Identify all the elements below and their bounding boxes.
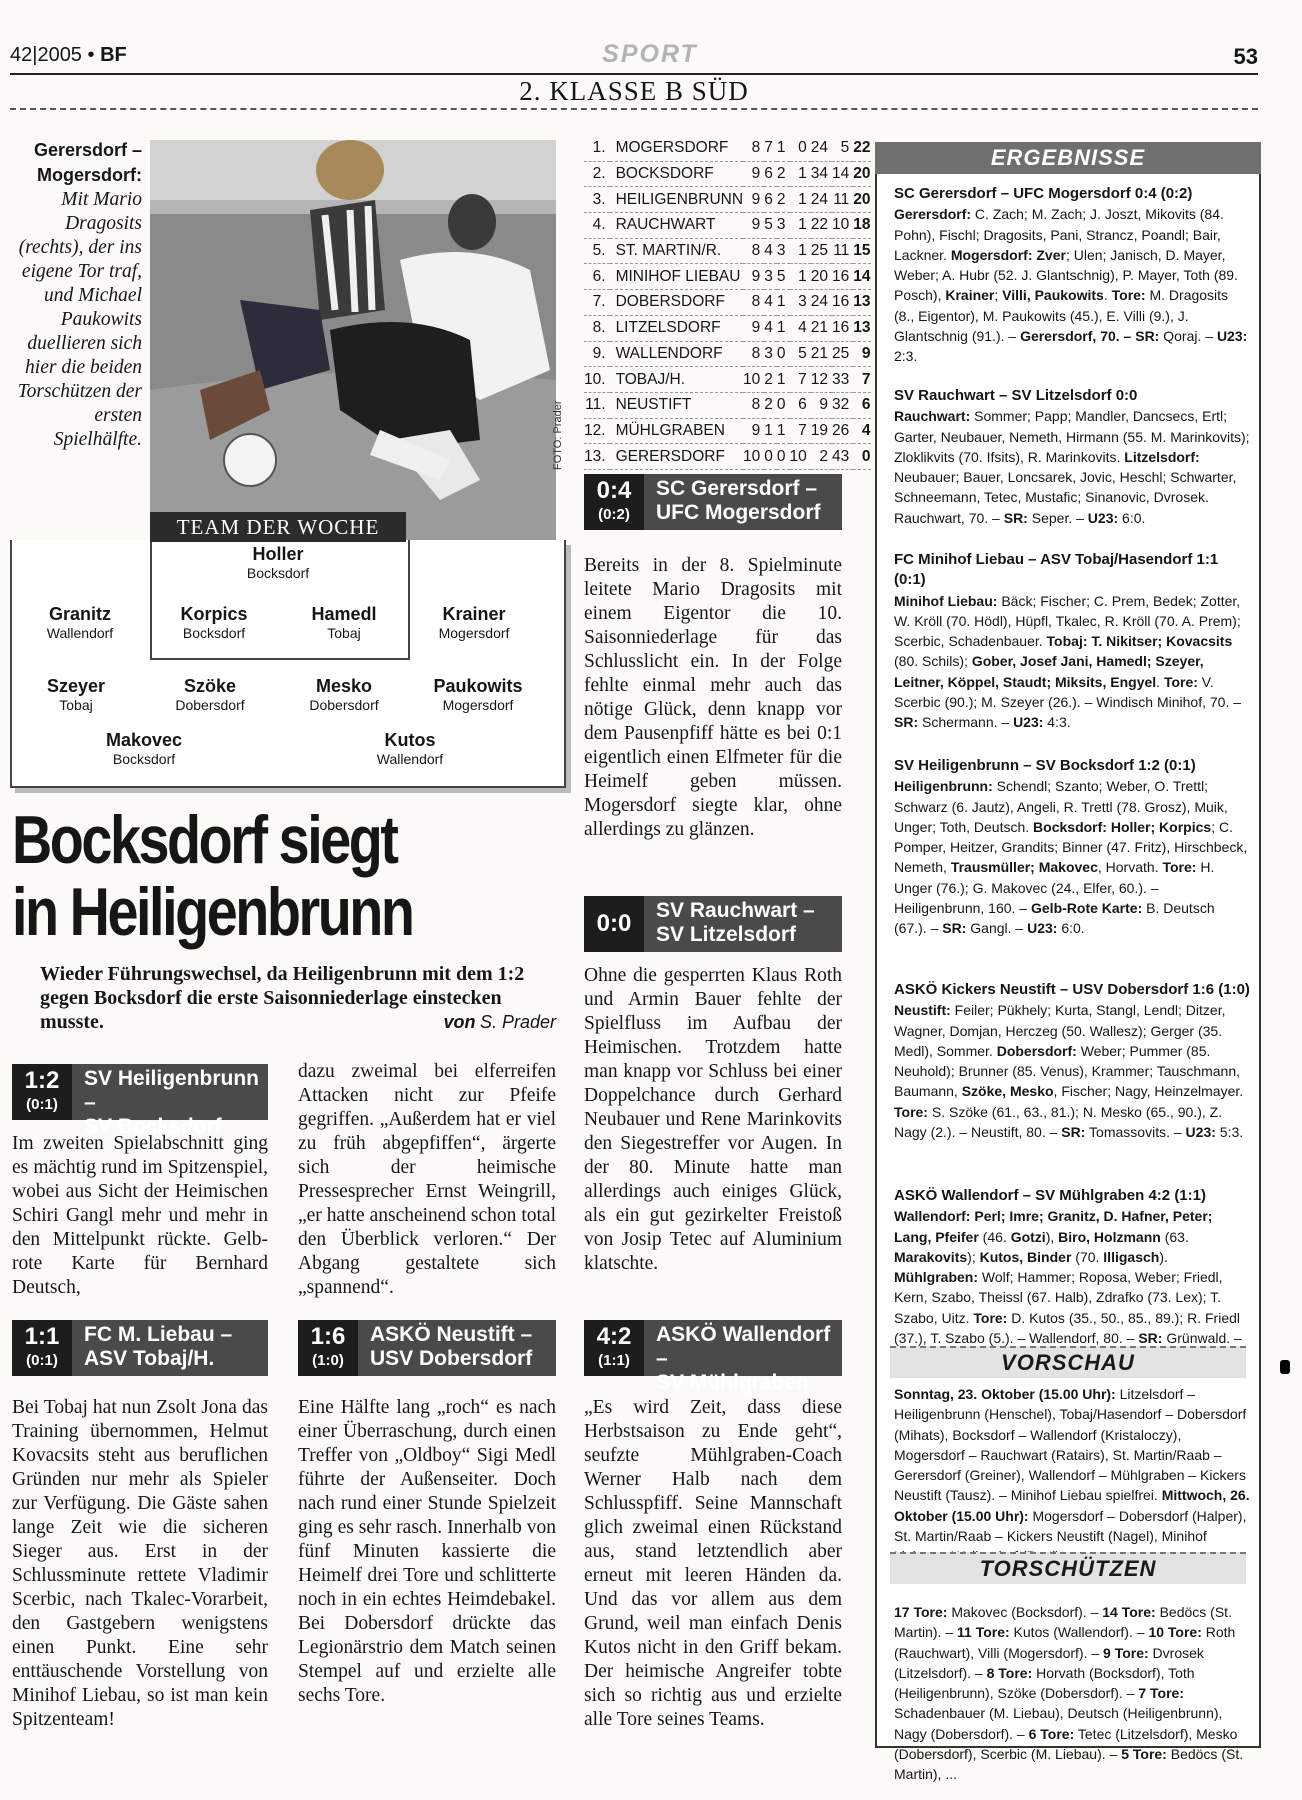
table-cell-goals-against: 5 [832, 136, 853, 161]
table-cell-won: 6 [764, 187, 777, 213]
table-cell-goals-against: 32 [832, 392, 853, 418]
player-card [340, 730, 480, 767]
match-report: Bei Tobaj hat nun Zsolt Jona das Training übernommen, Helmut Kovacsits steht aus beruflichen Gründen nur mehr als Spieler zur Verfügung. Die Gäste sahen lange Zeit wie die sicheren Sieger aus. Erst in der Schlussminute rettete Vladimir Scerbic, nach Tkalec-Vorarbeit, den Gastgebern wenigstens einen Punkt. Eine sehr enttäuschende Vorstellung von Minihof Liebau, so ist man kein Spitzenteam! [12, 1397, 268, 1730]
player-name: Granitz [48, 604, 111, 624]
player-club: Mogersdorf [442, 697, 514, 713]
headline-line-1: Bocksdorf siegt [12, 802, 397, 878]
match-report-continued: dazu zweimal bei elferreifen Attacken nicht zur Pfeife gegriffen. „Außerdem hat er viel zu früh abgepfiffen“, ärgerte sich der heimische Pressesprecher Ernst Weingrill, „er hatte anscheinend schon total den Überblick verloren.“ Der Abgang gestaltete sich „spannend“. [298, 1061, 556, 1298]
table-cell-goals-for: 21 [811, 341, 832, 367]
table-cell-rank: 6. [584, 264, 610, 290]
team-away: SV Litzelsdorf [656, 923, 797, 946]
table-cell-goals-against: 25 [832, 341, 853, 367]
table-cell-goals-for: 25 [811, 238, 832, 264]
table-cell-lost: 1 [790, 161, 811, 187]
match-report: Im zweiten Spielabschnitt ging es mächtig rund im Spitzenspiel, wobei aus Sicht der Heimischen Schiri Gangl mehr und mehr in den Mittelpunkt rückte. Gelb-rote Karte für Bernhard Deutsch, [12, 1133, 268, 1298]
result-lineups: Wallendorf: Perl; Imre; Granitz, D. Hafner, Peter; Lang, Pfeifer (46. Gotzi), Biro, Holzmann (63. Marakovits); Kutos, Binder (70. Illigasch). Mühlgraben: Wolf; Hammer; Roposa, Weber; Friedl, Kern, Szabo, Theissl (67. Halb), Zdrafko (73. Lex); T. Szabo, Uitz. Tore: D. Kutos (35., 50., 85., 89.); R. Friedl (37.), T. Szabo (5.). – Wallendorf, 80. – SR: Grünwald. – [894, 1208, 1242, 1347]
table-cell-lost: 7 [790, 367, 811, 393]
table-cell-lost: 6 [790, 392, 811, 418]
player-card [144, 604, 284, 641]
player-name: Hamedl [311, 604, 377, 624]
table-cell-played: 8 [743, 341, 764, 367]
table-cell-won: 2 [764, 392, 777, 418]
scorers-text: 17 Tore: Makovec (Bocksdorf). – 14 Tore: Bedöcs (St. Martin). – 11 Tore: Kutos (Wallendorf). – 10 Tore: Roth (Rauchwart), Villi (Mogersdorf). – 9 Tore: Dvrosek (Litzelsdorf). – 8 Tore: Horvath (Bocksdorf), Toth (Heiligenbrunn), Szöke (Dobersdorf). – 7 Tore: Schadenbauer (M. Liebau), Deutsch (Heiligenbrunn), Nagy (Dobersdorf). – 6 Tore: Tetec (Litzelsdorf), Mesko (Dobersdorf), Scerbic (M. Liebau). – 5 Tore: Bedöcs (St. Martin), ... [894, 1604, 1244, 1783]
photo-caption [14, 138, 142, 452]
table-cell-played: 8 [743, 136, 764, 161]
table-cell-goals-for: 2 [811, 444, 832, 470]
table-cell-goals-for: 21 [811, 315, 832, 341]
headline-line-2: in Heiligenbrunn [12, 874, 413, 950]
match-report: Ohne die gesperrten Klaus Roth und Armin Bauer fehlte der Spielfluss im Aufbau der Heimischen. Trotzdem hatte man knapp vor Schluss bei einer Doppelchance durch Gerhard Neubauer und Rene Marinkovits den Siegestreffer vor Augen. In der 80. Minute hatte man allerdings auch einiges Glück, als ein gut gezirkelter Freistoß von Josip Tetec auf Aluminium klatschte. [584, 965, 842, 1274]
player-name: Szeyer [46, 676, 106, 696]
player-club: Dobersdorf [175, 697, 245, 713]
table-cell-won: 1 [764, 418, 777, 444]
table-cell-goals-against: 33 [832, 367, 853, 393]
player-club: Tobaj [59, 697, 93, 713]
score-box [12, 1320, 268, 1376]
table-cell-points: 20 [853, 187, 870, 213]
result-title: SV Heiligenbrunn – SV Bocksdorf 1:2 (0:1) [894, 757, 1196, 774]
table-cell-drawn: 3 [777, 213, 790, 239]
photo-credit: FOTO: Prader [552, 400, 564, 470]
team-home: ASKÖ Neustift – [370, 1323, 533, 1346]
result-block [894, 980, 1250, 1142]
byline-author: S. Prader [479, 1012, 556, 1032]
table-cell-goals-for: 22 [811, 213, 832, 239]
table-cell-rank: 9. [584, 341, 610, 367]
table-cell-lost: 3 [790, 290, 811, 316]
team-home: SV Rauchwart – [656, 899, 815, 922]
table-cell-team: LITZELSDORF [610, 315, 743, 341]
result-lineups: Minihof Liebau: Bäck; Fischer; C. Prem, Bedek; Zotter, W. Kröll (70. Hödl), Hüpfl, Tkalec, R. Kröll (70. A. Prem); Scerbic, Schadenbauer. Tobaj: T. Nikitser; Kovacsits (80. Schils); Gober, Josef Jani, Hamedl; Szeyer, Leitner, Köppel, Staudt; Miksits, Engyel. Tore: V. Scerbic (90.); M. Szeyer (26.). – Windisch Minihof, 70. – SR: Schermann. – U23: 4:3. [894, 592, 1242, 731]
table-row [584, 341, 871, 367]
result-title: ASKÖ Wallendorf – SV Mühlgraben 4:2 (1:1) [894, 1187, 1206, 1204]
table-cell-won: 3 [764, 341, 777, 367]
table-cell-team: HEILIGENBRUNN [610, 187, 743, 213]
table-cell-played: 8 [743, 238, 764, 264]
section-label: SPORT [602, 40, 698, 68]
table-row [584, 238, 871, 264]
table-cell-drawn: 1 [777, 367, 790, 393]
table-cell-drawn: 1 [777, 315, 790, 341]
table-cell-points: 18 [853, 213, 870, 239]
caption-text: Mit Mario Dragosits (rechts), der ins eigene Tor traf, und Michael Paukowits duellieren sich hier die beiden Torschützen der ersten Spielhälfte. [17, 189, 142, 450]
table-cell-team: RAUCHWART [610, 213, 743, 239]
table-cell-won: 2 [764, 367, 777, 393]
table-cell-goals-for: 9 [811, 392, 832, 418]
halftime-score: (1:0) [312, 1352, 344, 1369]
table-cell-won: 4 [764, 238, 777, 264]
table-cell-rank: 10. [584, 367, 610, 393]
table-cell-points: 6 [853, 392, 870, 418]
result-block [894, 550, 1250, 733]
table-cell-goals-for: 19 [811, 418, 832, 444]
match-photo [150, 140, 556, 540]
table-cell-rank: 1. [584, 136, 610, 161]
table-cell-drawn: 2 [777, 187, 790, 213]
result-title: SV Rauchwart – SV Litzelsdorf 0:0 [894, 387, 1138, 404]
table-cell-points: 7 [853, 367, 870, 393]
table-cell-points: 0 [853, 444, 870, 470]
halftime-score: (0:1) [26, 1352, 58, 1369]
table-cell-team: NEUSTIFT [610, 392, 743, 418]
table-cell-lost: 7 [790, 418, 811, 444]
caption-title: Gerersdorf – Mogersdorf: [33, 140, 142, 185]
table-cell-rank: 13. [584, 444, 610, 470]
table-cell-goals-for: 12 [811, 367, 832, 393]
team-away: UFC Mogersdorf [656, 501, 821, 524]
result-block [894, 184, 1250, 367]
player-card [274, 604, 414, 641]
table-row [584, 315, 871, 341]
result-lineups: Rauchwart: Sommer; Papp; Mandler, Dancsecs, Ertl; Garter, Neubauer, Nemeth, Hirmann (55. M. Marinkovits); Zloklikvits (70. Ifsits), R. Marinkovits. Litzelsdorf: Neubauer; Bauer, Loncsarek, Jovic, Heschl; Schwarter, Schneemann, Tetec, Mustafic; Sinanovic, Dvrosek. Rauchwart, 70. – SR: Seper. – U23: 6:0. [894, 408, 1250, 526]
table-cell-played: 9 [743, 418, 764, 444]
table-row [584, 444, 871, 470]
table-cell-goals-against: 26 [832, 418, 853, 444]
player-name: Paukowits [433, 676, 523, 696]
player-card [6, 676, 146, 713]
table-row [584, 264, 871, 290]
table-cell-lost: 1 [790, 213, 811, 239]
player-name: Szöke [183, 676, 237, 696]
table-cell-lost: 4 [790, 315, 811, 341]
table-cell-rank: 5. [584, 238, 610, 264]
table-cell-played: 9 [743, 187, 764, 213]
table-cell-rank: 8. [584, 315, 610, 341]
table-cell-goals-against: 43 [832, 444, 853, 470]
table-cell-rank: 3. [584, 187, 610, 213]
table-cell-rank: 2. [584, 161, 610, 187]
table-cell-won: 4 [764, 315, 777, 341]
results-title: ERGEBNISSE [875, 142, 1261, 174]
table-cell-lost: 0 [790, 136, 811, 161]
halftime-score: (1:1) [598, 1352, 630, 1369]
table-cell-drawn: 0 [777, 392, 790, 418]
table-cell-drawn: 3 [777, 238, 790, 264]
player-card [274, 676, 414, 713]
header-rule [10, 73, 1258, 75]
player-card [74, 730, 214, 767]
match-report: „Es wird Zeit, dass diese Herbstsaison zu Ende geht“, seufzte Mühlgraben-Coach Werner Halb nach dem Schlusspfiff. Seine Mannschaft glich zweimal einen Rückstand aus, stand letztendlich aber erneut mit leeren Händen da. Und das vor allem aus dem Grund, weil man einfach Denis Kutos nicht in den Griff bekam. Der heimische Angreifer tobte sich so richtig aus und erzielte alle Tore seines Teams. [584, 1397, 842, 1730]
player-card [404, 604, 544, 641]
table-cell-won: 5 [764, 213, 777, 239]
player-club: Wallendorf [376, 751, 444, 767]
table-cell-drawn: 1 [777, 136, 790, 161]
score: 0:4 [596, 477, 632, 504]
scorers-title: TORSCHÜTZEN [890, 1552, 1246, 1584]
table-cell-played: 10 [743, 444, 764, 470]
team-home: ASKÖ Wallendorf – [656, 1323, 831, 1370]
preview-text: Sonntag, 23. Oktober (15.00 Uhr): Litzelsdorf – Heiligenbrunn (Henschel), Tobaj/Hasendorf – Dobersdorf (Mihats), Bocksdorf – Wallendorf (Kristaloczy), Mogersdorf – Rauchwart (Ratairs), St. Martin/Raab – Gerersdorf (Greiner), Wallendorf – Mühlgraben – Kickers Neustift (Tausz). – Minihof Liebau spielfrei. Mittwoch, 26. Oktober (15.00 Uhr): Mogersdorf – Dobersdorf (Halper), St. Martin/Raab – Kickers Neustift (Nagel), Minihof [894, 1386, 1250, 1545]
score-box [298, 1320, 556, 1376]
header-divider [10, 108, 1258, 110]
article-lead: Wieder Führungswechsel, da Heiligenbrunn mit dem 1:2 gegen Bocksdorf die erste Saisonniederlage einstecken musste. [40, 963, 525, 1033]
table-cell-played: 10 [743, 367, 764, 393]
table-row [584, 213, 871, 239]
table-cell-points: 9 [853, 341, 870, 367]
team-away: SV Mühlgraben [656, 1371, 809, 1394]
table-cell-lost: 10 [790, 444, 811, 470]
player-club: Mogersdorf [438, 625, 510, 641]
team-home: FC M. Liebau – [84, 1323, 233, 1346]
table-cell-goals-against: 16 [832, 264, 853, 290]
table-cell-drawn: 0 [777, 444, 790, 470]
team-away: SV Bocksdorf [84, 1115, 222, 1138]
score: 1:6 [310, 1323, 346, 1350]
table-cell-rank: 7. [584, 290, 610, 316]
article-headline [12, 804, 455, 948]
table-cell-lost: 1 [790, 238, 811, 264]
table-cell-lost: 1 [790, 187, 811, 213]
result-lineups: Heiligenbrunn: Schendl; Szanto; Weber, O. Trettl; Schwarz (6. Jautz), Angeli, R. Trettl (78. Grosz), Muik, Unger; Toth, Deutsch. Bocksdorf: Holler; Korpics; C. Pomper, Heitzer, Grandits; Binner (47. Fritz), Hirschbeck, Nemeth, Trausmüller; Makovec, Horvath. Tore: H. Unger (76.); G. Makovec (24., Elfer, 60.). – Heiligenbrunn, 160. – Gelb-Rote Karte: B. Deutsch (67.). – SR: Gangl. – U23: 6:0. [894, 778, 1248, 937]
table-cell-rank: 4. [584, 213, 610, 239]
player-card [408, 676, 548, 713]
table-cell-points: 14 [853, 264, 870, 290]
table-row [584, 290, 871, 316]
table-cell-won: 4 [764, 290, 777, 316]
table-cell-team: TOBAJ/H. [610, 367, 743, 393]
table-row [584, 392, 871, 418]
result-title: FC Minihof Liebau – ASV Tobaj/Hasendorf 1:1 (0:1) [894, 551, 1219, 589]
byline-von: von [443, 1012, 476, 1032]
table-cell-played: 8 [743, 392, 764, 418]
preview-title: VORSCHAU [890, 1346, 1246, 1378]
table-cell-played: 8 [743, 290, 764, 316]
result-block [894, 1186, 1250, 1369]
table-row [584, 418, 871, 444]
table-row [584, 367, 871, 393]
table-cell-goals-for: 24 [811, 136, 832, 161]
result-block [894, 756, 1250, 939]
table-cell-team: GERERSDORF [610, 444, 743, 470]
team-of-week-title: TEAM DER WOCHE [150, 512, 406, 542]
table-cell-drawn: 5 [777, 264, 790, 290]
table-cell-team: BOCKSDORF [610, 161, 743, 187]
table-row [584, 161, 871, 187]
team-away: ASV Tobaj/H. [84, 1347, 215, 1370]
player-card [208, 544, 348, 581]
score: 1:2 [24, 1067, 60, 1094]
table-cell-drawn: 2 [777, 161, 790, 187]
table-cell-goals-against: 11 [832, 238, 853, 264]
player-club: Dobersdorf [309, 697, 379, 713]
player-card [140, 676, 280, 713]
score-box [584, 896, 842, 952]
scan-mark [1280, 1360, 1290, 1374]
player-name: Mesko [315, 676, 373, 696]
score: 4:2 [596, 1323, 632, 1350]
table-cell-points: 4 [853, 418, 870, 444]
player-club: Tobaj [327, 625, 361, 641]
table-cell-played: 9 [743, 315, 764, 341]
byline [400, 1012, 556, 1033]
table-cell-drawn: 1 [777, 290, 790, 316]
halftime-score: (0:1) [26, 1096, 58, 1113]
player-name: Holler [252, 544, 304, 564]
result-title: ASKÖ Kickers Neustift – USV Dobersdorf 1:6 (1:0) [894, 981, 1250, 998]
bullet: • [87, 44, 95, 66]
table-cell-goals-against: 16 [832, 315, 853, 341]
player-name: Krainer [442, 604, 506, 624]
table-cell-won: 7 [764, 136, 777, 161]
table-cell-goals-against: 11 [832, 187, 853, 213]
league-table [584, 136, 871, 470]
score-box [584, 474, 842, 530]
table-cell-goals-for: 34 [811, 161, 832, 187]
table-cell-team: MOGERSDORF [610, 136, 743, 161]
table-cell-won: 6 [764, 161, 777, 187]
table-cell-played: 9 [743, 213, 764, 239]
table-cell-points: 20 [853, 161, 870, 187]
player-name: Kutos [384, 730, 436, 750]
score-box [584, 1320, 842, 1394]
score: 0:0 [596, 910, 632, 937]
result-block [894, 386, 1250, 528]
table-cell-points: 13 [853, 290, 870, 316]
table-row [584, 187, 871, 213]
league-title: 2. KLASSE B SÜD [519, 76, 749, 106]
result-lineups: Gerersdorf: C. Zach; M. Zach; J. Joszt, Mikovits (84. Pohn), Fischl; Dragosits, Pani, Strancz, Poandl; Bair, Lackner. Mogersdorf: Zver; Ulen; Janisch, D. Mayer, Weber; A. Hubr (52. J. Glantschnig), P. Mayer, Toth (89. Posch), Krainer; Villi, Paukowits. Tore: M. Dragosits (8., Eigentor), M. Paukowits (45.), E. Villi (9.), J. Glantschnig (91.). – Gerersdorf, 70. – SR: Qoraj. – U23: 2:3. [894, 206, 1248, 365]
result-lineups: Neustift: Feiler; Pükhely; Kurta, Stangl, Lendl; Ditzer, Wagner, Domjan, Herczeg (50. Wallesz); Gerger (35. Medl), Sommer. Dobersdorf: Weber; Pummer (85. Neuhold); Brunner (85. Venus), Krammer; Tauschmann, Baumann, Szöke, Mesko, Fischer; Nagy, Heinzelmayer. Tore: S. Szöke (61., 63., 81.); N. Mesko (65., 90.), Z. Nagy (2.). – Neustift, 80. – SR: Tomassovits. – U23: 5:3. [894, 1002, 1244, 1141]
table-cell-won: 3 [764, 264, 777, 290]
table-cell-goals-against: 16 [832, 290, 853, 316]
table-row [584, 136, 871, 161]
player-club: Wallendorf [46, 625, 114, 641]
table-cell-points: 15 [853, 238, 870, 264]
table-cell-team: MINIHOF LIEBAU [610, 264, 743, 290]
table-cell-rank: 12. [584, 418, 610, 444]
player-club: Bocksdorf [182, 625, 246, 641]
halftime-score: (0:2) [598, 506, 630, 523]
table-cell-played: 9 [743, 264, 764, 290]
table-cell-lost: 5 [790, 341, 811, 367]
table-cell-goals-for: 24 [811, 290, 832, 316]
issue-number: 42|2005 [10, 44, 82, 66]
player-name: Makovec [105, 730, 183, 750]
player-club: Bocksdorf [246, 565, 310, 581]
table-cell-drawn: 0 [777, 341, 790, 367]
team-home: SC Gerersdorf – [656, 477, 818, 500]
table-cell-team: DOBERSDORF [610, 290, 743, 316]
table-cell-team: ST. MARTIN/R. [610, 238, 743, 264]
table-cell-points: 22 [853, 136, 870, 161]
team-away: USV Dobersdorf [370, 1347, 533, 1370]
photo-illustration [150, 140, 556, 540]
score: 1:1 [24, 1323, 60, 1350]
player-name: Korpics [180, 604, 248, 624]
result-title: SC Gerersdorf – UFC Mogersdorf 0:4 (0:2) [894, 185, 1193, 202]
table-cell-goals-against: 10 [832, 213, 853, 239]
table-cell-rank: 11. [584, 392, 610, 418]
table-cell-played: 9 [743, 161, 764, 187]
table-cell-lost: 1 [790, 264, 811, 290]
player-card [10, 604, 150, 641]
match-report: Eine Hälfte lang „roch“ es nach einer Überraschung, durch einen Treffer von „Oldboy“ Sigi Medl führte der Außenseiter. Doch nach rund einer Stunde Spielzeit ging es sehr rasch. Innerhalb von fünf Minuten kassierte die Heimelf drei Tore und schlitterte noch in ein echtes Heimdebakel. Bei Dobersdorf drückte das Legionärstrio dem Match seinen Stempel auf und erzielte alle sechs Tore. [298, 1397, 556, 1706]
page-number: 53 [1233, 44, 1258, 69]
score-box [12, 1064, 268, 1138]
table-cell-goals-against: 14 [832, 161, 853, 187]
table-cell-won: 0 [764, 444, 777, 470]
issue-info [10, 44, 127, 67]
match-report: Bereits in der 8. Spielminute leitete Mario Dragosits mit einem Eigentor die 10. Saisonniederlage für das Schlusslicht ein. In der Folge fehlte einmal mehr auch das nötige Glück, denn knapp vor dem Pausenpfiff hätte es bei 0:1 eigentlich einen Elfmeter für die Heimelf geben müssen. Mogersdorf siegte klar, ohne allerdings zu glänzen. [584, 555, 842, 840]
player-club: Bocksdorf [112, 751, 176, 767]
brand: BF [100, 44, 127, 66]
table-cell-points: 13 [853, 315, 870, 341]
table-cell-goals-for: 24 [811, 187, 832, 213]
table-cell-team: WALLENDORF [610, 341, 743, 367]
table-cell-goals-for: 20 [811, 264, 832, 290]
table-cell-drawn: 1 [777, 418, 790, 444]
team-home: SV Heiligenbrunn – [84, 1067, 260, 1114]
table-cell-team: MÜHLGRABEN [610, 418, 743, 444]
